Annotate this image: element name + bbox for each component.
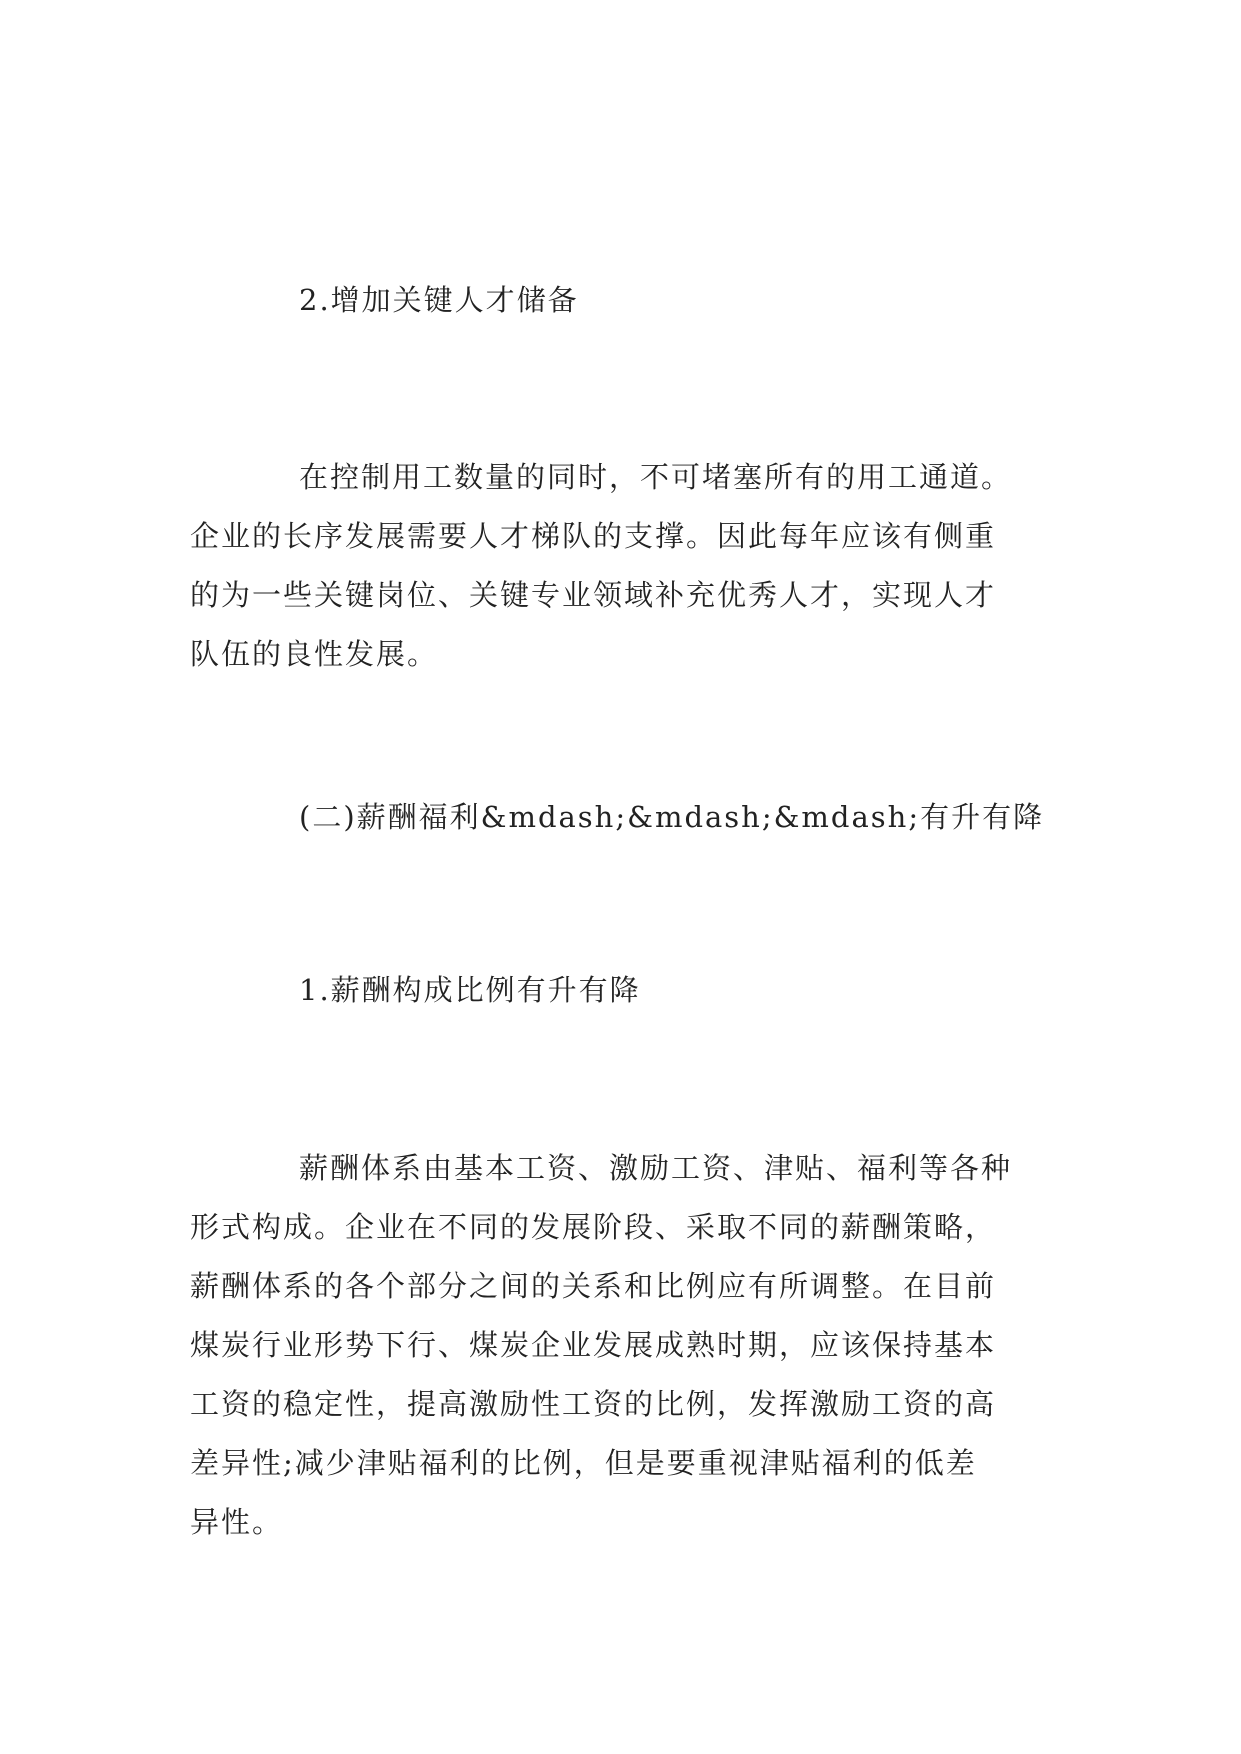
paragraph-line: 薪酬体系由基本工资、激励工资、津贴、福利等各种	[299, 1151, 1013, 1185]
section-heading-compensation: (二)薪酬福利&mdash;&mdash;&mdash;有升有降	[299, 800, 1045, 834]
paragraph-line: 差异性;减少津贴福利的比例，但是要重视津贴福利的低差	[190, 1446, 977, 1480]
paragraph-line: 工资的稳定性，提高激励性工资的比例，发挥激励工资的高	[190, 1387, 997, 1421]
paragraph-talent-reserve	[190, 448, 1065, 684]
paragraph-compensation-ratio	[190, 1139, 1065, 1552]
paragraph-line: 形式构成。企业在不同的发展阶段、采取不同的薪酬策略，	[190, 1210, 997, 1244]
section-heading-talent-reserve: 2.增加关键人才储备	[299, 283, 579, 317]
section-heading-compensation-ratio: 1.薪酬构成比例有升有降	[299, 973, 641, 1007]
paragraph-line: 企业的长序发展需要人才梯队的支撑。因此每年应该有侧重	[190, 519, 997, 553]
paragraph-line: 异性。	[190, 1505, 284, 1539]
paragraph-line: 的为一些关键岗位、关键专业领域补充优秀人才，实现人才	[190, 578, 997, 612]
paragraph-line: 在控制用工数量的同时，不可堵塞所有的用工通道。	[299, 460, 1013, 494]
paragraph-line: 薪酬体系的各个部分之间的关系和比例应有所调整。在目前	[190, 1269, 997, 1303]
paragraph-line: 煤炭行业形势下行、煤炭企业发展成熟时期，应该保持基本	[190, 1328, 997, 1362]
paragraph-line: 队伍的良性发展。	[190, 637, 439, 671]
